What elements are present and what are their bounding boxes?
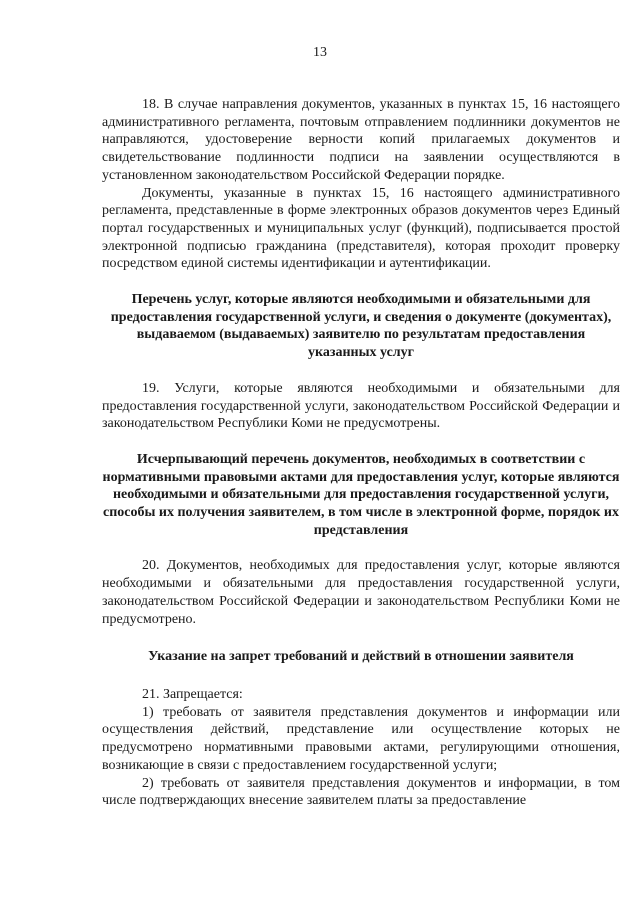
paragraph-18: 18. В случае направления документов, указанных в пунктах 15, 16 настоящего административного регламента, почтовым отправлением подлинники документов не направляются, удостоверение верности копий прилагаемых документов и свидетельствование подлинности подписи на заявлении осуществляются в установленном законодательством Российской Федерации порядке. bbox=[102, 97, 620, 183]
paragraph-18-electronic-documents: Документы, указанные в пунктах 15, 16 настоящего административного регламента, представленные в форме электронных образов документов через Единый портал государственных и муниципальных услуг (функций), подписывается простой электронной подписью гражданина (представителя), которая проходит проверку посредством единой системы идентификации и аутентификации. bbox=[102, 185, 620, 272]
paragraph-21: 21. Запрещается: bbox=[142, 686, 243, 702]
heading-prohibition-of-requirements: Указание на запрет требований и действий в отношении заявителя bbox=[148, 649, 574, 665]
paragraph-21-item-2: 2) требовать от заявителя представления документов и информации, в том числе подтверждающих внесение заявителем платы за предоставление bbox=[102, 775, 620, 809]
heading-exhaustive-document-list: Исчерпывающий перечень документов, необходимых в соответствии с нормативными правовыми актами для предоставления услуг, которые являются необходимыми и обязательными для предоставления государственной услуги, способы их получения заявителем, в том числе в электронной форме, порядок их представления bbox=[102, 451, 620, 538]
page-number: 13 bbox=[313, 45, 327, 60]
paragraph-20: 20. Документов, необходимых для предоставления услуг, которые являются необходимыми и обязательными для предоставления государственной услуги, законодательством Российской Федерации и законодательством Республики Коми не предусмотрено. bbox=[102, 558, 620, 627]
paragraph-21-item-1: 1) требовать от заявителя представления документов и информации или осуществления действий, представление или осуществление которых не предусмотрено нормативными правовыми актами, регулирующими отношения, возникающие в связи с предоставлением государственной услуги; bbox=[102, 704, 620, 773]
paragraph-19: 19. Услуги, которые являются необходимыми и обязательными для предоставления государственной услуги, законодательством Российской Федерации и законодательством Республики Коми не предусмотрены. bbox=[102, 380, 620, 432]
heading-required-services: Перечень услуг, которые являются необходимыми и обязательными для предоставления государственной услуги, и сведения о документе (документах), выдаваемом (выдаваемых) заявителю по результатам предоставления указанных услуг bbox=[110, 292, 612, 361]
page-content bbox=[102, 96, 620, 810]
